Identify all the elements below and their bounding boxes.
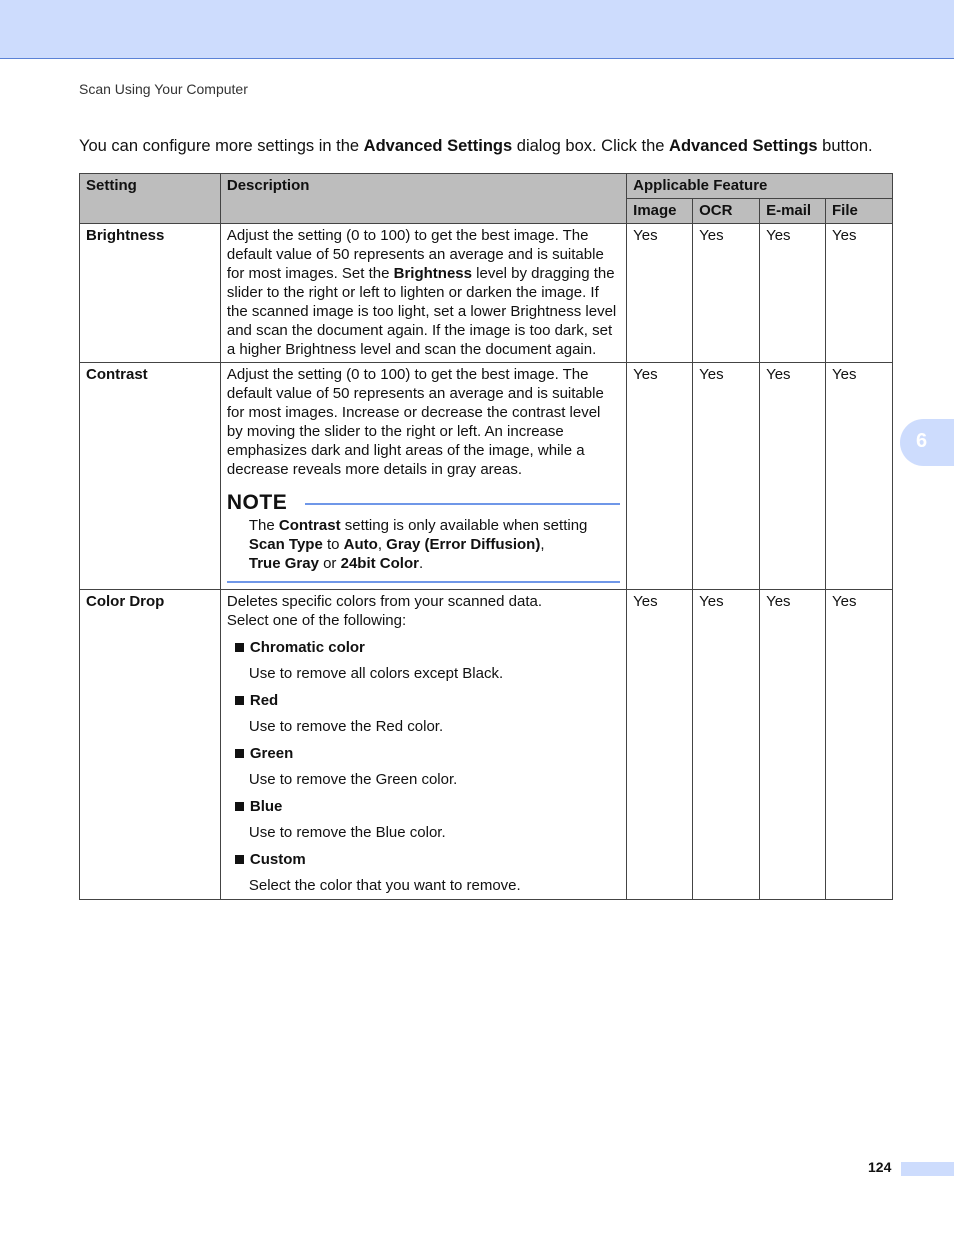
- note-header: [227, 493, 620, 512]
- option-description: Select the color that you want to remove.: [248, 877, 521, 894]
- option-label: Blue: [249, 798, 283, 815]
- column-header-file: File: [826, 199, 893, 224]
- option-label: Custom: [249, 851, 306, 868]
- note-bold: True Gray: [248, 555, 319, 572]
- chapter-tab: [900, 419, 954, 466]
- option-label: Green: [249, 745, 294, 762]
- cell-image: Yes: [627, 224, 693, 363]
- option-blue: [227, 797, 620, 816]
- description-text: Deletes specific colors from your scanned data.: [226, 593, 543, 610]
- advanced-settings-table: [79, 173, 893, 900]
- note-text: or: [318, 555, 341, 572]
- note-title: NOTE: [226, 491, 288, 514]
- intro-text-2: dialog box. Click the: [512, 137, 670, 155]
- bullet-square-icon: [235, 696, 244, 705]
- page-number: 124: [868, 1159, 892, 1175]
- column-header-description: Description: [220, 174, 626, 224]
- option-green: [227, 744, 620, 763]
- column-header-email: E-mail: [760, 199, 826, 224]
- cell-ocr: Yes: [693, 590, 760, 900]
- bullet-square-icon: [235, 749, 244, 758]
- column-header-setting: Setting: [80, 174, 221, 224]
- bullet-square-icon: [235, 855, 244, 864]
- option-description: Use to remove the Green color.: [248, 771, 458, 788]
- cell-ocr: Yes: [693, 224, 760, 363]
- cell-image: Yes: [627, 590, 693, 900]
- table-row-color-drop: [80, 590, 893, 900]
- setting-name: Contrast: [80, 363, 221, 590]
- option-description: Use to remove the Blue color.: [248, 824, 446, 841]
- bullet-square-icon: [235, 643, 244, 652]
- top-header-band: [0, 0, 954, 59]
- setting-name: Color Drop: [80, 590, 221, 900]
- note-text: setting is only available when setting: [340, 517, 588, 534]
- note-text: ,: [377, 536, 387, 553]
- intro-text-1: You can configure more settings in the: [79, 137, 364, 155]
- note-bold: 24bit Color: [340, 555, 419, 572]
- description-text: Adjust the setting (0 to 100) to get the best image. The default value of 50 represents an average and is suitable for most images. Increase or decrease the contrast level by moving the slider to the right or left. An increase emphasizes dark and light areas of the image, while a decrease reveals more details in gray areas.: [226, 366, 604, 478]
- bullet-square-icon: [235, 802, 244, 811]
- note-bold: Auto: [343, 536, 378, 553]
- description-text: Adjust the setting (0 to 100) to get the best image. The default value of 50 represents an average and is suitable for most images. Set the: [226, 227, 604, 282]
- note-text: to: [322, 536, 344, 553]
- option-label: Red: [249, 692, 279, 709]
- setting-name: Brightness: [80, 224, 221, 363]
- cell-email: Yes: [760, 363, 826, 590]
- note-body: [227, 516, 620, 573]
- table-row-brightness: [80, 224, 893, 363]
- note-bold: Scan Type: [248, 536, 323, 553]
- chapter-number: 6: [916, 430, 928, 452]
- option-chromatic-color: [227, 638, 620, 657]
- note-bold: Contrast: [278, 517, 341, 534]
- intro-text-3: button.: [817, 137, 873, 155]
- intro-paragraph: [79, 137, 873, 156]
- setting-description: [220, 224, 626, 363]
- note-box: [227, 493, 620, 583]
- description-text: Select one of the following:: [226, 612, 407, 629]
- intro-bold-2: Advanced Settings: [669, 137, 818, 155]
- column-header-ocr: OCR: [693, 199, 760, 224]
- page-number-bar: [901, 1162, 954, 1176]
- cell-email: Yes: [760, 590, 826, 900]
- note-text: .: [418, 555, 424, 572]
- note-divider: [305, 503, 620, 505]
- cell-file: Yes: [826, 590, 893, 900]
- option-label: Chromatic color: [249, 639, 365, 656]
- note-text: The: [248, 517, 279, 534]
- cell-file: Yes: [826, 363, 893, 590]
- option-description: Use to remove the Red color.: [248, 718, 444, 735]
- cell-email: Yes: [760, 224, 826, 363]
- note-bottom-divider: [227, 581, 620, 583]
- setting-description: [220, 590, 626, 900]
- column-header-applicable-feature: Applicable Feature: [627, 174, 893, 199]
- column-header-image: Image: [627, 199, 693, 224]
- cell-file: Yes: [826, 224, 893, 363]
- cell-image: Yes: [627, 363, 693, 590]
- description-text: level by dragging the slider to the right or left to lighten or darken the image. If the scanned image is too light, set a lower Brightness level and scan the document again. If the image is too dark, set a higher Brightness level and scan the document again.: [226, 265, 617, 358]
- option-custom: [227, 850, 620, 869]
- setting-description: [220, 363, 626, 590]
- option-description: Use to remove all colors except Black.: [248, 665, 504, 682]
- table-header-row: [80, 174, 893, 199]
- cell-ocr: Yes: [693, 363, 760, 590]
- note-text: ,: [540, 536, 545, 553]
- note-bold: Gray (Error Diffusion): [386, 536, 541, 553]
- table-row-contrast: [80, 363, 893, 590]
- option-red: [227, 691, 620, 710]
- running-header: Scan Using Your Computer: [79, 81, 248, 97]
- intro-bold-1: Advanced Settings: [363, 137, 513, 155]
- description-bold: Brightness: [393, 265, 472, 282]
